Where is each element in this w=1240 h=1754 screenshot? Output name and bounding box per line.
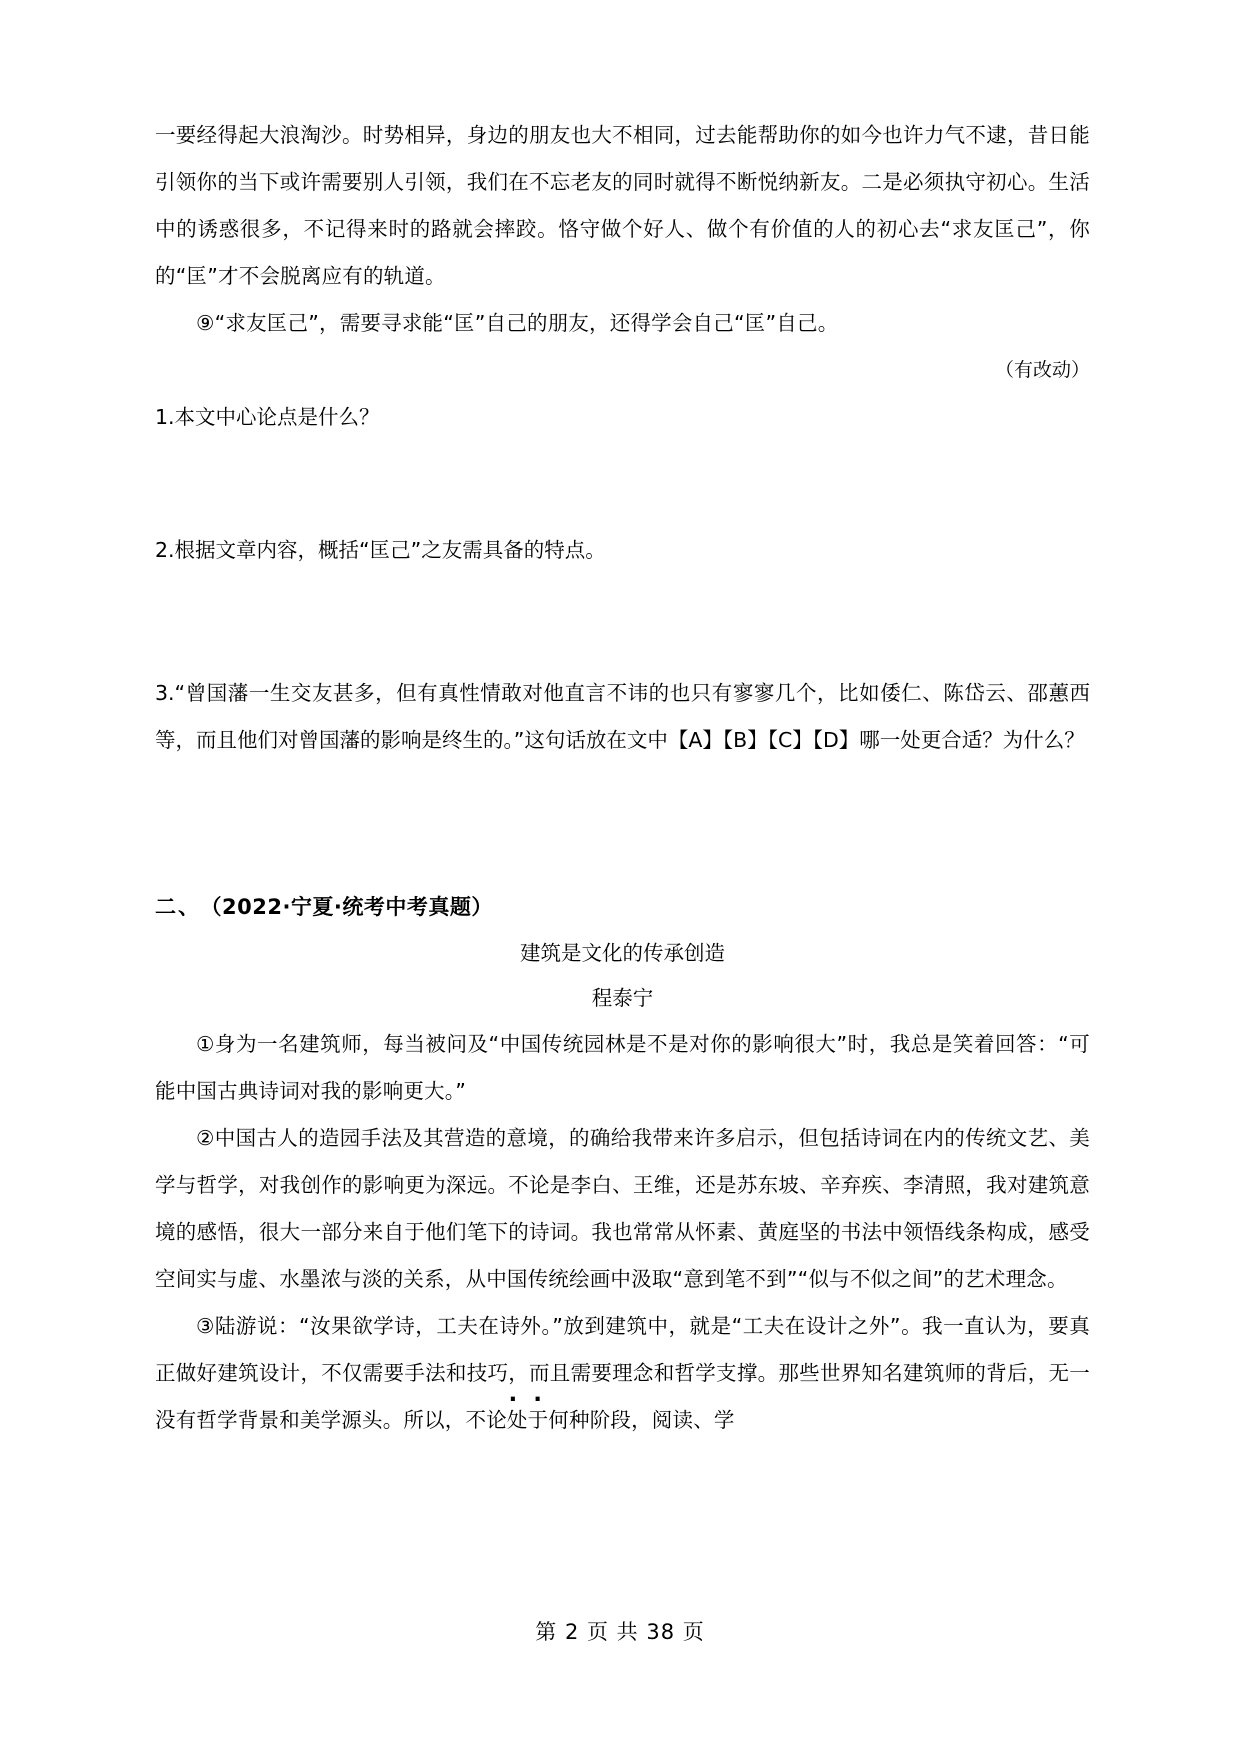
- article2-paragraph-3-part2: 处于何种阶段，阅读、学: [506, 1408, 735, 1432]
- question-3: 3.“曾国藩一生交友甚多，但有真性情敢对他直言不讳的也只有寥寥几个，比如倭仁、陈岱云、邵蕙西等，而且他们对曾国藩的影响是终生的。”这句话放在文中【A】【B】【C】【D】哪一处更合适？为什么？: [155, 681, 1090, 752]
- question-2: 2.根据文章内容，概括“匡己”之友需具备的特点。: [155, 538, 606, 562]
- answer-space-1: [155, 441, 1090, 527]
- question-1: 1.本文中心论点是什么？: [155, 405, 380, 429]
- article2-paragraph-2: ②中国古人的造园手法及其营造的意境，的确给我带来许多启示，但包括诗词在内的传统文艺、美学与哲学，对我创作的影响更为深远。不论是李白、王维，还是苏东坡、辛弃疾、李清照，我对建筑意境的感悟，很大一部分来自于他们笔下的诗词。我也常常从怀素、黄庭坚的书法中领悟线条构成，感受空间实与虚、水墨浓与淡的关系，从中国传统绘画中汲取“意到笔不到”“似与不似之间”的艺术理念。: [155, 1126, 1090, 1291]
- article2-title: 建筑是文化的传承创造: [520, 941, 725, 965]
- article1-body-paragraph-1: 一要经得起大浪淘沙。时势相异，身边的朋友也大不相同，过去能帮助你的如今也许力气不逮，昔日能引领你的当下或许需要别人引领，我们在不忘老友的同时就得不断悦纳新友。二是必须执守初心。生活中的诱惑很多，不记得来时的路就会摔跤。恪守做个好人、做个有价值的人的初心去“求友匡己”，你的“匡”才不会脱离应有的轨道。: [155, 123, 1090, 288]
- page-content: [155, 112, 1090, 1444]
- article2-paragraph-3-part1: ③陆游说：“汝果欲学诗，工夫在诗外。”放到建筑中，就是“工夫在设计之外”。我一直认为，要真正做好建筑设计，不仅需要手法和技巧，而且需要理念和哲学支撑。那些世界知名建筑师的背后，无一没有哲学背景和美学源头。所以，: [155, 1314, 1090, 1432]
- section-source: （2022·宁夏·统考中考真题）: [211, 895, 493, 919]
- emphasis-dotted-text: 不论 ··: [466, 1408, 507, 1432]
- article1-attribution: （有改动）: [994, 359, 1090, 381]
- section-heading: [155, 884, 1090, 931]
- answer-space-3: [155, 764, 1090, 884]
- page-footer: 第 2 页 共 38 页: [535, 1620, 705, 1644]
- article1-body-paragraph-9: ⑨“求友匡己”，需要寻求能“匡”自己的朋友，还得学会自己“匡”自己。: [196, 311, 839, 335]
- answer-space-2: [155, 574, 1090, 670]
- article2-paragraph-1: ①身为一名建筑师，每当被问及“中国传统园林是不是对你的影响很大”时，我总是笑着回答：“可能中国古典诗词对我的影响更大。”: [155, 1032, 1090, 1103]
- article2-author: 程泰宁: [591, 986, 654, 1010]
- article2-paragraph-3: [155, 1303, 1090, 1444]
- section-number: 二、: [155, 895, 201, 919]
